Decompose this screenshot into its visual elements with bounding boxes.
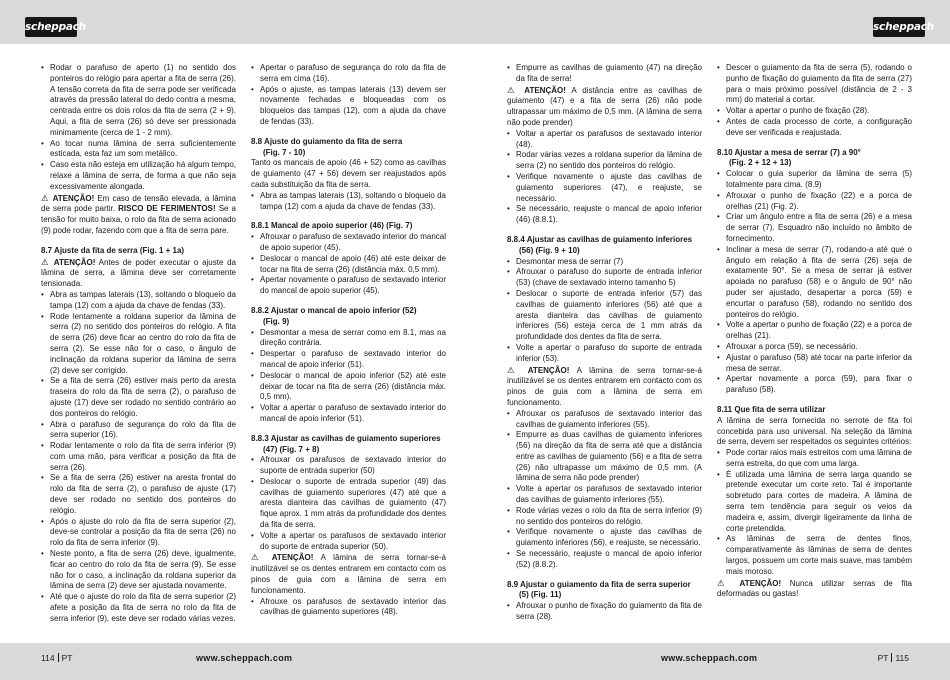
section-figure-ref: (5) (Fig. 11): [519, 590, 562, 600]
body-paragraph: Tanto os mancais de apoio (46 + 52) como as cavilhas de guiamento (47 + 56) devem ser reajustados após cada substituição da fita de serra.: [251, 158, 446, 189]
list-item: • Afrouxar o parafuso do suporte de entrada inferior (53) (chave de sextavado interno tamanho 5): [507, 267, 702, 289]
warning-paragraph: [251, 552, 446, 596]
list-item: • Se necessário, reajuste o mancal de apoio inferior (46) (8.8.1).: [507, 204, 702, 226]
warning-icon: ⚠: [41, 256, 51, 267]
list-item: • Se a fita de serra (26) estiver mais perto da aresta traseira do rolo da fita de serra (2), o parafuso de ajuste (17) deve ser rodado no sentido contrário ao dos ponteiros do relógio.: [41, 376, 236, 419]
warning-icon: ⚠: [251, 552, 265, 563]
list-item: • Após o ajuste, as tampas laterais (13) devem ser novamente fechadas e bloqueadas com os bloqueios das tampas (12), com a ajuda da chave de fendas (33).: [251, 85, 446, 128]
footer-bar: [0, 643, 950, 680]
section-figure-ref: (47) (Fig. 7 + 8): [263, 444, 320, 454]
list-item: • Descer o guiamento da fita de serra (5), rodando o punho de fixação do guiamento da fita de serra (27) para o mais próximo possível (distância de 2 - 3 mm) do material a cortar.: [717, 63, 912, 106]
list-item: • Apertar o parafuso de segurança do rolo da fita de serra em cima (16).: [251, 63, 446, 85]
section-heading: 8.8.2 Ajustar o mancal de apoio inferior (52): [251, 305, 417, 315]
list-item: • Rode lentamente a roldana superior da lâmina de serra (2) no sentido dos ponteiros do relógio. A fita de serra (26) deve ficar ao centro do rolo da fita de serra (2). Se esse não for o caso, o ângulo de inclinação da roldana superior da lâmina de serra (2) deve ser corrigido.: [41, 312, 236, 377]
page-number-left: [41, 653, 72, 663]
list-item: • Rodar o parafuso de aperto (1) no sentido dos ponteiros do relógio para apertar a fita de serra (26). A tensão correta da fita de serra pode ser verificada através da pressão lateral do dedo contra a mesma, centrada entre os dois rolos da fita de serra (2 + 9). Aqui, a fita de serra (26) só deve ser pressionada minimamente (cerca de 1 - 2 mm).: [41, 63, 236, 139]
warning-icon: ⚠: [507, 364, 521, 375]
list-item: • Verifique novamente o ajuste das cavilhas de guiamento inferiores (56), e reajuste, se necessário.: [507, 527, 702, 549]
list-item: • Voltar a apertar o parafuso de sextavado interior do mancal de apoio inferior (51).: [251, 403, 446, 425]
section-heading: 8.9 Ajustar o guiamento da fita de serra superior: [507, 579, 691, 589]
warning-icon: ⚠: [717, 577, 731, 588]
list-item: • Antes de cada processo de corte, a configuração deve ser verificada e reajustada.: [717, 117, 912, 139]
list-item: • Abra as tampas laterais (13), soltando o bloqueio da tampa (12) com a ajuda da chave de fendas (33).: [251, 191, 446, 213]
list-item: • Ao tocar numa lâmina de serra suficientemente esticada, esta faz um som metálico.: [41, 139, 236, 161]
list-item: • Apertar novamente o parafuso de sextavado interior do mancal de apoio superior (45).: [251, 275, 446, 297]
list-item: • Até que o ajuste do rolo da fita de serra superior (2) afete a posição da fita de serra no rolo da fita de serra inferior (9), este deve ser rodado várias vezes.: [41, 592, 236, 624]
section-heading: 8.8.4 Ajustar as cavilhas de guiamento inferiores: [507, 234, 693, 244]
list-item: • Ajustar o parafuso (58) até tocar na parte inferior da mesa de serrar.: [717, 353, 912, 375]
list-item: • Pode cortar raios mais estreitos com uma lâmina de serra estreita, do que com uma larga.: [717, 448, 912, 470]
warning-label: ATENÇÃO!: [524, 85, 566, 95]
warning-paragraph: [507, 85, 702, 129]
list-item: • Desmontar mesa de serrar (7): [507, 257, 702, 268]
list-item: • Caso esta não esteja em utilização há algum tempo, relaxe a lâmina de serra, de forma a que não seja excessivamente alongada.: [41, 160, 236, 192]
section-heading: 8.11 Que fita de serra utilizar: [717, 404, 826, 414]
list-item: • Após o ajuste do rolo da fita de serra superior (2), deve-se controlar a posição da fita de serra (26) no rolo da fita de serra inferior (9).: [41, 517, 236, 549]
list-item: • Deslocar o suporte de entrada inferior (57) das cavilhas de guiamento inferiores (56) até que a aresta dianteira das cavilhas de guiamento inferiores (56) esteja cerca de 1 mm atrás da profundidade dos dentes da fita de serra.: [507, 289, 702, 343]
list-item: • Empurre as cavilhas de guiamento (47) na direção da fita de serra!: [507, 63, 702, 85]
header-bar: [0, 0, 950, 44]
list-item: • Volte a apertar o parafuso do suporte de entrada inferior (53).: [507, 343, 702, 365]
list-item: • Voltar a apertar os parafusos de sextavado interior (48).: [507, 129, 702, 151]
list-item: • Deslocar o mancal de apoio inferior (52) até este deixar de tocar na fita de serra (26) (distância máx. 0,5 mm).: [251, 371, 446, 403]
list-item: • Empurre as duas cavilhas de guiamento inferiores (56) na direção da fita de serra até que a distância entre as cavilhas de guiamento (56) e a fita de serra (26) não ultrapasse um máximo de 0,5 mm. (A lâmina de serra não pode prender): [507, 430, 702, 484]
page-number-right: [878, 653, 909, 663]
list-item: • Afrouxar os parafusos de sextavado interior do suporte de entrada superior (50): [251, 455, 446, 477]
list-item: • Criar um ângulo entre a fita de serra (26) e a mesa de serrar (7). Esquadro não incluído no âmbito de fornecimento.: [717, 212, 912, 244]
warning-label: ATENÇÃO!: [52, 193, 95, 203]
column-1: [41, 63, 236, 625]
website-url: www.scheppach.com: [196, 653, 293, 663]
list-item: • Afrouxar o parafuso de sextavado interior do mancal de apoio superior (45).: [251, 232, 446, 254]
language-code: PT: [61, 653, 73, 663]
section-heading: 8.10 Ajustar a mesa de serrar (7) a 90°: [717, 147, 861, 157]
list-item: • Afrouxar a porca (59), se necessário.: [717, 342, 912, 353]
warning-emphasis: RISCO DE FERIMENTOS!: [118, 204, 216, 214]
scheppach-logo: scheppach: [873, 17, 925, 37]
list-item: • Afrouxar o punho de fixação do guiamento da fita de serra (28).: [507, 601, 702, 623]
warning-paragraph: [507, 365, 702, 409]
list-item: • Despertar o parafuso de sextavado interior do mancal de apoio inferior (51).: [251, 349, 446, 371]
section-heading: 8.8.1 Mancal de apoio superior (46) (Fig. 7): [251, 221, 413, 231]
scheppach-logo: scheppach: [25, 17, 77, 37]
list-item: • Voltar a apertar o punho de fixação (28).: [717, 106, 912, 117]
warning-text: Se a tensão for muito baixa, o rolo da fita de serra acionado (9) pode rodar, fazendo com que a fita de serra pare.: [41, 204, 236, 235]
page-number: 114: [41, 653, 55, 663]
divider: [58, 653, 59, 662]
list-item: • Abra as tampas laterais (13), soltando o bloqueio da tampa (12) com a ajuda da chave de fendas (33).: [41, 290, 236, 312]
warning-icon: ⚠: [41, 192, 50, 203]
warning-text: A lâmina de serra tornar-se-á inutilizável se os dentes entrarem em contacto com os pinos de guia com a lâmina de serra em funcionamento.: [507, 365, 702, 407]
list-item: • Deslocar o mancal de apoio (46) até este deixar de tocar na fita de serra (26) (distância máx. 0,5 mm).: [251, 254, 446, 276]
list-item: • Se a fita de serra (26) estiver na aresta frontal do rolo da fita de serra (2), o parafuso de ajuste (17) deve ser rodado no sentido dos ponteiros do relógio.: [41, 473, 236, 516]
list-item: • Abra o parafuso de segurança do rolo da fita de serra superior (16).: [41, 420, 236, 442]
column-3: [507, 63, 702, 623]
warning-label: ATENÇÃO!: [271, 553, 314, 563]
list-item: • Verifique novamente o ajuste das cavilhas de guiamento superiores (47), e reajuste, se necessário.: [507, 172, 702, 204]
warning-icon: ⚠: [507, 84, 519, 95]
warning-text: A distância entre as cavilhas de guiamento (47) e a fita de serra (26) não pode ultrapassar um máximo de 0,5 mm. (A lâmina de serra não pode prender): [507, 85, 702, 127]
column-2: [251, 63, 446, 618]
list-item: • Volte a apertar os parafusos de sextavado interior do suporte de entrada superior (50).: [251, 531, 446, 553]
website-url: www.scheppach.com: [661, 653, 758, 663]
list-item: • Afrouxar o punho de fixação (22) e a porca de orelhas (21) (Fig. 2).: [717, 191, 912, 213]
section-figure-ref: (Fig. 7 - 10): [263, 147, 306, 157]
warning-label: ATENÇÃO!: [53, 257, 96, 267]
list-item: • Rode várias vezes o rolo da fita de serra inferior (9) no sentido dos ponteiros do relógio.: [507, 506, 702, 528]
list-item: • Se necessário, reajuste o mancal de apoio inferior (52) (8.8.2).: [507, 549, 702, 571]
section-heading: 8.8 Ajuste do guiamento da fita de serra: [251, 136, 403, 146]
list-item: • Apertar novamente a porca (59), para fixar o parafuso (58).: [717, 374, 912, 396]
warning-paragraph: [717, 578, 912, 601]
warning-label: ATENÇÃO!: [739, 578, 782, 588]
warning-text: Em caso de tensão elevada, a lâmina de serra pode partir.: [41, 193, 236, 214]
warning-text: A lâmina de serra tornar-se-á inutilizável se os dentes entrarem em contacto com os pinos de guia com a lâmina de serra em funcionamento.: [251, 553, 446, 595]
column-4: [717, 63, 912, 600]
list-item: • Desmontar a mesa de serrar como em 8.1, mas na direção contrária.: [251, 328, 446, 350]
list-item: • Neste ponto, a fita de serra (26) deve, igualmente, ficar ao centro do rolo da fita de serra (9). Se esse não for o caso, a inclinação da roldana superior da lâmina de serra (2) deve ser ajustada novamente.: [41, 549, 236, 592]
warning-paragraph: [41, 257, 236, 290]
list-item: • As lâminas de serra de dentes finos, comparativamente às lâminas de serra de dentes largos, possuem um corte mais suave, mas também mais moroso.: [717, 534, 912, 577]
divider: [891, 653, 892, 662]
section-figure-ref: (Fig. 2 + 12 + 13): [729, 158, 792, 168]
list-item: • Volte a apertar o punho de fixação (22) e a porca de orelhas (21).: [717, 320, 912, 342]
list-item: • Afrouxe os parafusos de sextavado interior das cavilhas de guiamento superiores (48).: [251, 597, 446, 619]
warning-label: ATENÇÃO!: [527, 365, 570, 375]
section-figure-ref: (56) (Fig. 9 + 10): [519, 245, 580, 255]
warning-text: Antes de poder executar o ajuste da lâmina de serra, a lâmina deve ser corretamente tensionada.: [41, 257, 237, 289]
list-item: • Rodar várias vezes a roldana superior da lâmina de serra (2) no sentido dos ponteiros do relógio.: [507, 150, 702, 172]
list-item: • Inclinar a mesa de serrar (7), rodando-a até que o ângulo em relação à fita de serra (26) seja de exatamente 90°. Se a mesa de serrar já estiver apoiada no parafuso (58) e o ângulo de 90° não puder ser ajustado, desapertar a porca (59) e encurtar o parafuso (58), rodando no sentido dos ponteiros do relógio.: [717, 245, 912, 321]
warning-text: Nunca utilizar serras de fita deformadas ou gastas!: [717, 578, 912, 599]
section-figure-ref: (Fig. 9): [263, 316, 290, 326]
list-item: • É utilizada uma lâmina de serra larga quando se pretende executar um corte reto. Tal é importante sobretudo para cortes de madeira. A lâmina de serra tem tendência para seguir os veios da madeira e, assim, divergir ligeiramente da linha de corte pretendida.: [717, 470, 912, 535]
section-heading: 8.7 Ajuste da fita de serra (Fig. 1 + 1a): [41, 245, 185, 255]
list-item: • Rodar lentamente o rolo da fita de serra inferior (9) com uma mão, para verificar a posição da fita de serra (26).: [41, 441, 236, 473]
language-code: PT: [877, 653, 889, 663]
list-item: • Volte a apertar os parafusos de sextavado interior das cavilhas de guiamento inferiores (55).: [507, 484, 702, 506]
body-paragraph: A lâmina de serra fornecida no serrote de fita foi concebida para uso universal. Na seleção da lâmina de serra, devem ser respeitados os seguintes critérios:: [717, 415, 912, 447]
page-number: 115: [895, 653, 909, 663]
warning-paragraph: [41, 193, 236, 237]
list-item: • Afrouxar os parafusos de sextavado interior das cavilhas de guiamento inferiores (55).: [507, 409, 702, 431]
section-heading: 8.8.3 Ajustar as cavilhas de guiamento superiores: [251, 433, 441, 443]
list-item: • Colocar o guia superior da lâmina de serra (5) totalmente para cima. (8.9): [717, 169, 912, 191]
list-item: • Deslocar o suporte de entrada superior (49) das cavilhas de guiamento superiores (47) até que a aresta dianteira das cavilhas de guiamento (47) fique aprox. 1 mm atrás da profundidade dos dentes da fita de serra.: [251, 477, 446, 531]
